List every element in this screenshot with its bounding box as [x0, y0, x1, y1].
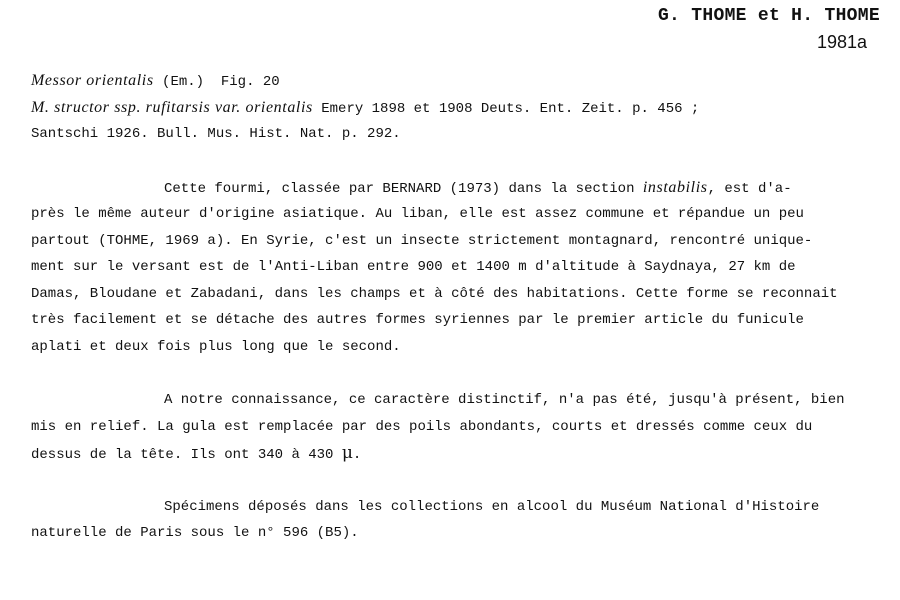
section-name: instabilis: [642, 178, 708, 196]
synonym-line: [31, 95, 893, 122]
paragraph2-line1: A notre connaissance, ce caractère distinctif, n'a pas été, jusqu'à présent, bien: [164, 392, 845, 408]
paragraph1-line2: près le même auteur d'origine asiatique. Au liban, elle est assez commune et répandue un peu: [31, 206, 804, 222]
document-body: [31, 68, 893, 547]
paragraph1-text: , est d'a-: [707, 180, 792, 197]
header-year: 1981a: [816, 32, 867, 52]
paragraph2-line2: mis en relief. La gula est remplacée par des poils abondants, courts et dressés comme ceux du: [31, 418, 813, 435]
paragraph2-line3: [31, 440, 893, 467]
paragraph2-text: dessus de la tête. Ils ont 340 à 430: [31, 447, 342, 463]
paragraph1-line6: très facilement et se détache des autres formes syriennes par le premier article du funicule: [31, 312, 804, 328]
synonym-name: structor ssp. rufitarsis var. orientalis: [54, 98, 313, 116]
synonym-reference: Emery 1898 et 1908 Deuts. Ent. Zeit. p. 456 ;: [312, 100, 700, 117]
header-authors: G. THOME et H. THOME: [657, 6, 880, 26]
paragraph1-line3: partout (TOHME, 1969 a). En Syrie, c'est un insecte strictement montagnard, rencontré unique-: [31, 232, 813, 249]
paragraph1-line1: [31, 175, 893, 202]
species-name: Messor orientalis: [31, 72, 154, 89]
paragraph1-line4: ment sur le versant est de l'Anti-Liban entre 900 et 1400 m d'altitude à Saydnaya, 27 km de: [31, 259, 796, 275]
paragraph1-line5: Damas, Bloudane et Zabadani, dans les champs et à côté des habitations. Cette forme se reconnait: [31, 285, 838, 302]
species-heading: [31, 68, 893, 95]
synonym-genus: M.: [31, 98, 55, 116]
species-author-figure: (Em.) Fig. 20: [153, 74, 280, 90]
paragraph3-line1: Spécimens déposés dans les collections en alcool du Muséum National d'Histoire: [164, 498, 820, 515]
paragraph1-text: Cette fourmi, classée par BERNARD (1973) dans la section: [164, 180, 643, 197]
paragraph3-line2: naturelle de Paris sous le n° 596 (B5).: [31, 525, 359, 541]
paragraph1-line7: aplati et deux fois plus long que le second.: [31, 338, 401, 355]
reference-line: Santschi 1926. Bull. Mus. Hist. Nat. p. 292.: [31, 126, 401, 142]
micron-symbol: μ: [341, 443, 353, 463]
paragraph2-text: .: [352, 447, 362, 463]
